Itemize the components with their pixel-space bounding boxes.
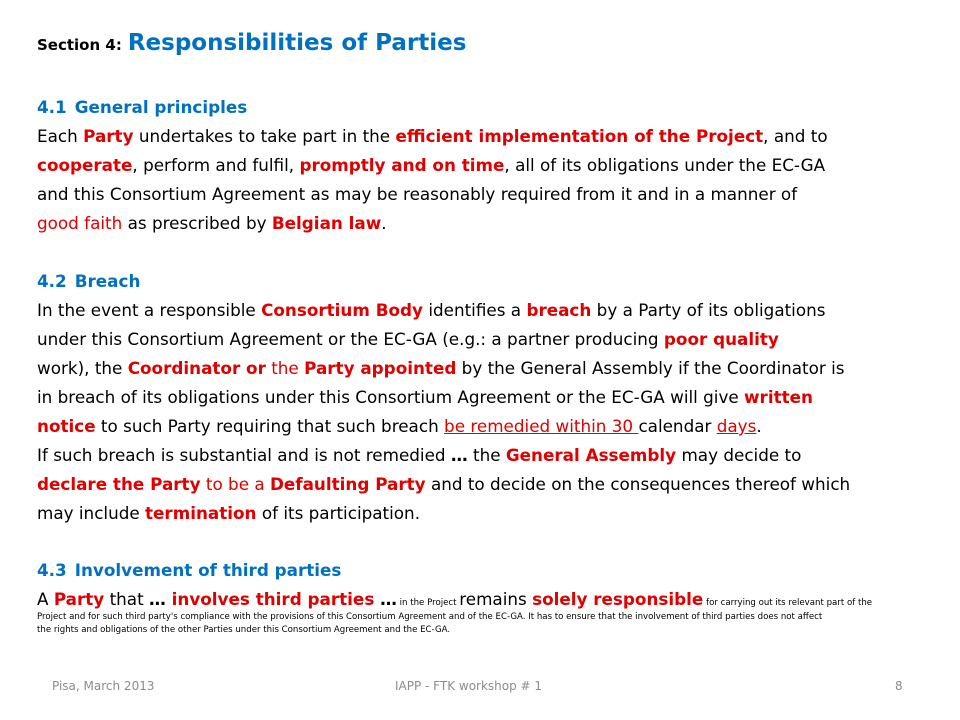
highlight-party-appointed: Party appointed (304, 358, 457, 378)
text-run: Each (37, 126, 84, 146)
text-run: . (381, 213, 387, 233)
section-4-3-heading (37, 556, 942, 585)
ellipsis: … (374, 589, 397, 609)
section-4-2-number: 4.2 (37, 271, 67, 291)
footer-event: IAPP - FTK workshop # 1 (395, 679, 543, 693)
paragraph-line (37, 441, 942, 470)
section-4-1-title: General principles (74, 97, 248, 117)
text-run: under this Consortium Agreement or the EC-GA (e.g.: a partner producing (37, 329, 664, 349)
paragraph-line (37, 209, 942, 238)
text-run: by the General Assembly if the Coordinator is (456, 358, 845, 378)
text-run: . (756, 416, 762, 436)
highlight-declare-party: declare the Party (37, 474, 201, 494)
small-text-line: Project and for such third party's compliance with the provisions of this Consortium Agreement and of the EC-GA. It has to ensure that the involvement of third parties does not affect (37, 612, 823, 622)
highlight-coordinator: Coordinator or (127, 358, 266, 378)
section-4-3-small-text (37, 611, 942, 636)
text-run: remains (459, 589, 533, 609)
paragraph-line (37, 383, 942, 412)
paragraph-line (37, 585, 942, 614)
section-4-1-number: 4.1 (37, 97, 67, 117)
section-title: Responsibilities of Parties (127, 30, 467, 56)
section-4-2 (37, 267, 942, 528)
section-4-3-title: Involvement of third parties (74, 560, 342, 580)
text-run-small: in the Project (396, 598, 460, 608)
highlight-cooperate: cooperate (37, 155, 133, 175)
paragraph-line (37, 296, 942, 325)
paragraph-line (37, 354, 942, 383)
highlight-termination: termination (145, 503, 257, 523)
paragraph-line (37, 151, 942, 180)
highlight-promptly: promptly and on time (299, 155, 505, 175)
text-run: If such breach is substantial and is not remedied (37, 445, 451, 465)
text-run: work), the (37, 358, 128, 378)
page-number: 8 (895, 679, 903, 693)
highlight-breach: breach (526, 300, 592, 320)
text-run: to such Party requiring that such breach (95, 416, 445, 436)
small-text-line: the rights and obligations of the other Parties under this Consortium Agreement and the EC-GA. (37, 624, 451, 635)
highlight-solely-responsible: solely responsible (532, 589, 704, 609)
text-run: that (104, 589, 149, 609)
highlight-general-assembly: General Assembly (505, 445, 677, 465)
text-run: to be a (200, 474, 270, 494)
highlight-defaulting-party: Defaulting Party (269, 474, 426, 494)
highlight-party: Party (53, 589, 105, 609)
text-run: by a Party of its obligations (591, 300, 826, 320)
text-run-small: for carrying out its relevant part of the (703, 598, 873, 608)
footer-location-date: Pisa, March 2013 (52, 679, 155, 693)
text-run: , perform and fulfil, (132, 155, 300, 175)
highlight-consortium-body: Consortium Body (261, 300, 423, 320)
highlight-good-faith: good faith (37, 213, 123, 233)
paragraph-line (37, 499, 942, 528)
highlight-notice: notice (37, 416, 96, 436)
text-run: identifies a (422, 300, 527, 320)
text-run: A (37, 589, 54, 609)
highlight-written: written (744, 387, 813, 407)
ellipsis: … (450, 445, 468, 465)
text-run: calendar (638, 416, 717, 436)
highlight-remedied-within-30: be remedied within 30 (444, 416, 639, 436)
text-run: in breach of its obligations under this Consortium Agreement or the EC-GA will give (37, 387, 745, 407)
text-run: may include (37, 503, 146, 523)
text-run: of its participation. (256, 503, 421, 523)
text-run: In the event a responsible (37, 300, 262, 320)
section-4-2-title: Breach (74, 271, 141, 291)
paragraph-line: and this Consortium Agreement as may be reasonably required from it and in a manner of (37, 184, 798, 204)
section-label: Section 4: (37, 36, 122, 54)
slide-title (37, 30, 466, 56)
text-run: the (265, 358, 305, 378)
highlight-efficient-implementation: efficient implementation of the Project (395, 126, 764, 146)
highlight-party: Party (83, 126, 134, 146)
ellipsis: … (149, 589, 166, 609)
text-run: , and to (763, 126, 828, 146)
section-4-3 (37, 556, 942, 614)
section-4-1 (37, 93, 942, 238)
paragraph-line (37, 470, 942, 499)
text-run: undertakes to take part in the (133, 126, 396, 146)
text-run: and to decide on the consequences thereof which (425, 474, 851, 494)
highlight-belgian-law: Belgian law (271, 213, 382, 233)
section-4-1-heading (37, 93, 942, 122)
paragraph-line (37, 325, 942, 354)
text-run: the (467, 445, 506, 465)
text-run: may decide to (676, 445, 802, 465)
text-run: as prescribed by (122, 213, 272, 233)
highlight-poor-quality: poor quality (663, 329, 779, 349)
paragraph-line (37, 412, 942, 441)
highlight-involves-third-parties: involves third parties (165, 589, 375, 609)
text-run: , all of its obligations under the EC-GA (504, 155, 826, 175)
section-4-2-heading (37, 267, 942, 296)
paragraph-line (37, 122, 942, 151)
highlight-days: days (716, 416, 757, 436)
section-4-3-number: 4.3 (37, 560, 67, 580)
